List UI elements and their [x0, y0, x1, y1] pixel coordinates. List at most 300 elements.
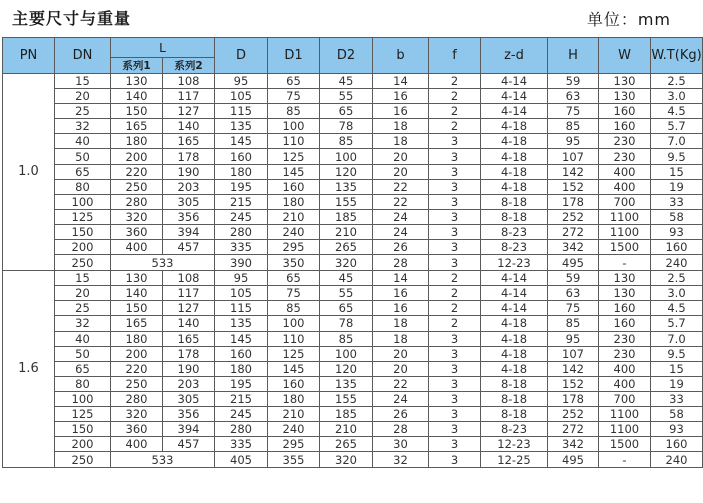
table-row [3, 209, 703, 224]
cell-l2: 457 [163, 437, 215, 452]
cell-wt: 5.7 [651, 316, 703, 331]
cell-h: 59 [548, 74, 599, 89]
unit-label: 单位：mm [586, 10, 671, 29]
header-d1: D1 [268, 38, 320, 74]
cell-d1: 85 [268, 301, 320, 316]
cell-f: 3 [429, 437, 481, 452]
cell-d1: 145 [268, 361, 320, 376]
cell-wt: 9.5 [651, 346, 703, 361]
cell-b: 18 [373, 331, 429, 346]
cell-d1: 240 [268, 422, 320, 437]
cell-wt: 9.5 [651, 149, 703, 164]
table-title: 主要尺寸与重量 [12, 9, 132, 28]
cell-w: 1500 [599, 240, 651, 255]
header-pn: PN [3, 38, 55, 74]
cell-dn: 50 [55, 346, 111, 361]
cell-d: 105 [215, 286, 268, 301]
cell-d2: 55 [320, 89, 373, 104]
cell-dn: 25 [55, 104, 111, 119]
cell-f: 2 [429, 301, 481, 316]
cell-wt: 160 [651, 240, 703, 255]
cell-d: 95 [215, 74, 268, 89]
cell-d2: 265 [320, 437, 373, 452]
table-row [3, 224, 703, 239]
cell-f: 3 [429, 149, 481, 164]
cell-b: 20 [373, 361, 429, 376]
cell-l2: 190 [163, 164, 215, 179]
cell-l1: 400 [111, 240, 163, 255]
table-row [3, 119, 703, 134]
header-l: L [111, 38, 215, 58]
cell-l2: 190 [163, 361, 215, 376]
cell-b: 18 [373, 316, 429, 331]
cell-w: 230 [599, 331, 651, 346]
cell-w: 1100 [599, 224, 651, 239]
cell-l2: 178 [163, 346, 215, 361]
cell-d1: 125 [268, 346, 320, 361]
cell-d2: 65 [320, 301, 373, 316]
cell-w: - [599, 452, 651, 468]
cell-w: 700 [599, 391, 651, 406]
cell-d2: 155 [320, 194, 373, 209]
cell-wt: 15 [651, 164, 703, 179]
cell-l2: 356 [163, 209, 215, 224]
cell-w: 700 [599, 194, 651, 209]
cell-dn: 125 [55, 209, 111, 224]
cell-w: - [599, 255, 651, 271]
cell-h: 95 [548, 331, 599, 346]
cell-w: 130 [599, 271, 651, 286]
cell-l1: 140 [111, 286, 163, 301]
cell-wt: 33 [651, 194, 703, 209]
header-b: b [373, 38, 429, 74]
cell-zd: 8-18 [481, 194, 548, 209]
cell-w: 130 [599, 74, 651, 89]
cell-f: 3 [429, 346, 481, 361]
cell-d2: 85 [320, 331, 373, 346]
cell-b: 16 [373, 89, 429, 104]
cell-d1: 110 [268, 134, 320, 149]
header-d: D [215, 38, 268, 74]
cell-l2: 305 [163, 391, 215, 406]
header-f: f [429, 38, 481, 74]
table-row [3, 149, 703, 164]
cell-zd: 4-18 [481, 164, 548, 179]
cell-pn: 1.0 [3, 74, 55, 271]
cell-b: 24 [373, 224, 429, 239]
cell-w: 400 [599, 361, 651, 376]
cell-dn: 32 [55, 316, 111, 331]
cell-dn: 250 [55, 255, 111, 271]
cell-b: 26 [373, 240, 429, 255]
cell-zd: 4-14 [481, 89, 548, 104]
header-l-series1: 系列1 [111, 58, 163, 74]
cell-wt: 7.0 [651, 331, 703, 346]
cell-d2: 210 [320, 224, 373, 239]
table-row [3, 301, 703, 316]
cell-b: 22 [373, 194, 429, 209]
cell-d: 195 [215, 376, 268, 391]
cell-l1: 130 [111, 271, 163, 286]
cell-d: 180 [215, 361, 268, 376]
cell-zd: 4-14 [481, 104, 548, 119]
table-row [3, 406, 703, 421]
cell-l2: 117 [163, 89, 215, 104]
cell-l2: 117 [163, 286, 215, 301]
cell-l1: 280 [111, 391, 163, 406]
cell-dn: 200 [55, 240, 111, 255]
cell-d: 215 [215, 391, 268, 406]
cell-wt: 2.5 [651, 271, 703, 286]
cell-d2: 45 [320, 271, 373, 286]
cell-d: 390 [215, 255, 268, 271]
cell-d1: 100 [268, 119, 320, 134]
cell-dn: 20 [55, 286, 111, 301]
cell-dn: 65 [55, 361, 111, 376]
cell-b: 28 [373, 422, 429, 437]
cell-l2: 127 [163, 301, 215, 316]
cell-dn: 80 [55, 179, 111, 194]
cell-l1: 280 [111, 194, 163, 209]
cell-f: 3 [429, 134, 481, 149]
cell-zd: 8-18 [481, 391, 548, 406]
header-dn: DN [55, 38, 111, 74]
cell-l1: 180 [111, 331, 163, 346]
cell-dn: 50 [55, 149, 111, 164]
cell-l1: 320 [111, 406, 163, 421]
cell-d: 280 [215, 224, 268, 239]
cell-b: 14 [373, 271, 429, 286]
cell-l2: 127 [163, 104, 215, 119]
header-l-series2: 系列2 [163, 58, 215, 74]
cell-b: 28 [373, 255, 429, 271]
cell-d: 115 [215, 301, 268, 316]
cell-d2: 85 [320, 134, 373, 149]
cell-f: 3 [429, 452, 481, 468]
cell-h: 342 [548, 437, 599, 452]
cell-b: 32 [373, 452, 429, 468]
cell-l: 533 [111, 255, 215, 271]
cell-l1: 250 [111, 179, 163, 194]
cell-zd: 8-23 [481, 224, 548, 239]
cell-wt: 5.7 [651, 119, 703, 134]
cell-d: 335 [215, 437, 268, 452]
cell-h: 178 [548, 194, 599, 209]
table-row [3, 346, 703, 361]
cell-d: 245 [215, 406, 268, 421]
cell-l2: 394 [163, 224, 215, 239]
cell-h: 85 [548, 119, 599, 134]
cell-zd: 4-18 [481, 134, 548, 149]
cell-zd: 12-25 [481, 452, 548, 468]
cell-b: 22 [373, 179, 429, 194]
table-row [3, 179, 703, 194]
cell-d2: 265 [320, 240, 373, 255]
cell-d2: 185 [320, 209, 373, 224]
cell-zd: 12-23 [481, 437, 548, 452]
cell-w: 1100 [599, 406, 651, 421]
cell-d2: 155 [320, 391, 373, 406]
cell-l1: 250 [111, 376, 163, 391]
cell-d1: 210 [268, 209, 320, 224]
cell-d1: 160 [268, 179, 320, 194]
cell-d2: 78 [320, 119, 373, 134]
cell-h: 252 [548, 406, 599, 421]
cell-l2: 140 [163, 119, 215, 134]
cell-dn: 150 [55, 422, 111, 437]
cell-d1: 210 [268, 406, 320, 421]
cell-zd: 4-18 [481, 346, 548, 361]
cell-h: 107 [548, 149, 599, 164]
cell-f: 2 [429, 74, 481, 89]
cell-w: 230 [599, 149, 651, 164]
cell-h: 142 [548, 361, 599, 376]
cell-d: 135 [215, 119, 268, 134]
cell-f: 3 [429, 255, 481, 271]
cell-dn: 200 [55, 437, 111, 452]
cell-dn: 20 [55, 89, 111, 104]
cell-l2: 178 [163, 149, 215, 164]
cell-wt: 4.5 [651, 104, 703, 119]
header-wt: W.T(Kg) [651, 38, 703, 74]
table-row [3, 271, 703, 286]
table-row [3, 240, 703, 255]
cell-f: 3 [429, 391, 481, 406]
cell-l2: 356 [163, 406, 215, 421]
cell-d1: 295 [268, 240, 320, 255]
header-zd: z-d [481, 38, 548, 74]
table-row [3, 255, 703, 271]
cell-d1: 180 [268, 391, 320, 406]
cell-zd: 4-18 [481, 331, 548, 346]
table-row [3, 376, 703, 391]
cell-d2: 185 [320, 406, 373, 421]
cell-w: 160 [599, 316, 651, 331]
cell-zd: 4-14 [481, 286, 548, 301]
cell-dn: 65 [55, 164, 111, 179]
cell-f: 3 [429, 224, 481, 239]
cell-d: 115 [215, 104, 268, 119]
cell-w: 1100 [599, 422, 651, 437]
header-d2: D2 [320, 38, 373, 74]
table-row [3, 437, 703, 452]
cell-d2: 78 [320, 316, 373, 331]
cell-f: 2 [429, 316, 481, 331]
cell-l2: 203 [163, 179, 215, 194]
cell-d2: 135 [320, 179, 373, 194]
cell-d2: 65 [320, 104, 373, 119]
cell-wt: 33 [651, 391, 703, 406]
cell-l1: 220 [111, 164, 163, 179]
cell-w: 1500 [599, 437, 651, 452]
cell-b: 22 [373, 376, 429, 391]
cell-w: 160 [599, 301, 651, 316]
cell-b: 18 [373, 134, 429, 149]
cell-w: 400 [599, 179, 651, 194]
cell-dn: 25 [55, 301, 111, 316]
table-row [3, 316, 703, 331]
table-row [3, 361, 703, 376]
cell-zd: 4-18 [481, 119, 548, 134]
cell-d1: 65 [268, 74, 320, 89]
dimension-table [2, 37, 703, 468]
cell-zd: 8-18 [481, 406, 548, 421]
cell-l1: 165 [111, 119, 163, 134]
cell-w: 230 [599, 346, 651, 361]
cell-l1: 360 [111, 422, 163, 437]
cell-h: 107 [548, 346, 599, 361]
cell-b: 16 [373, 104, 429, 119]
cell-d: 335 [215, 240, 268, 255]
cell-l: 533 [111, 452, 215, 468]
cell-l2: 394 [163, 422, 215, 437]
table-body [3, 74, 703, 468]
table-row [3, 391, 703, 406]
cell-h: 63 [548, 286, 599, 301]
cell-d1: 240 [268, 224, 320, 239]
cell-f: 2 [429, 104, 481, 119]
cell-dn: 100 [55, 194, 111, 209]
cell-zd: 4-18 [481, 149, 548, 164]
cell-dn: 80 [55, 376, 111, 391]
cell-b: 16 [373, 286, 429, 301]
cell-d1: 100 [268, 316, 320, 331]
cell-l1: 130 [111, 74, 163, 89]
table-row [3, 452, 703, 468]
cell-f: 2 [429, 89, 481, 104]
table-header [3, 38, 703, 74]
cell-d2: 120 [320, 361, 373, 376]
cell-h: 59 [548, 271, 599, 286]
cell-b: 20 [373, 149, 429, 164]
cell-d: 105 [215, 89, 268, 104]
table-row [3, 331, 703, 346]
cell-h: 63 [548, 89, 599, 104]
table-row [3, 74, 703, 89]
cell-b: 18 [373, 119, 429, 134]
cell-d: 195 [215, 179, 268, 194]
cell-d: 245 [215, 209, 268, 224]
cell-wt: 19 [651, 179, 703, 194]
cell-d1: 75 [268, 286, 320, 301]
cell-zd: 4-18 [481, 316, 548, 331]
cell-h: 495 [548, 255, 599, 271]
cell-f: 3 [429, 194, 481, 209]
cell-d1: 355 [268, 452, 320, 468]
cell-zd: 8-18 [481, 209, 548, 224]
cell-d: 405 [215, 452, 268, 468]
cell-h: 85 [548, 316, 599, 331]
cell-l1: 200 [111, 149, 163, 164]
cell-f: 3 [429, 361, 481, 376]
cell-l2: 165 [163, 134, 215, 149]
cell-d2: 100 [320, 346, 373, 361]
cell-dn: 40 [55, 331, 111, 346]
cell-d: 215 [215, 194, 268, 209]
cell-zd: 8-18 [481, 376, 548, 391]
cell-wt: 19 [651, 376, 703, 391]
cell-w: 130 [599, 89, 651, 104]
cell-d2: 320 [320, 452, 373, 468]
cell-f: 3 [429, 331, 481, 346]
cell-b: 24 [373, 209, 429, 224]
cell-h: 95 [548, 134, 599, 149]
cell-dn: 150 [55, 224, 111, 239]
cell-b: 20 [373, 346, 429, 361]
cell-d: 160 [215, 346, 268, 361]
cell-d: 135 [215, 316, 268, 331]
cell-b: 24 [373, 391, 429, 406]
cell-w: 160 [599, 119, 651, 134]
table-row [3, 286, 703, 301]
cell-f: 2 [429, 271, 481, 286]
cell-wt: 15 [651, 361, 703, 376]
cell-l1: 180 [111, 134, 163, 149]
cell-zd: 4-18 [481, 361, 548, 376]
cell-l1: 400 [111, 437, 163, 452]
cell-d: 160 [215, 149, 268, 164]
table-row [3, 134, 703, 149]
cell-l1: 165 [111, 316, 163, 331]
cell-zd: 8-23 [481, 422, 548, 437]
cell-wt: 160 [651, 437, 703, 452]
cell-f: 3 [429, 164, 481, 179]
cell-d1: 125 [268, 149, 320, 164]
cell-w: 130 [599, 286, 651, 301]
cell-d: 145 [215, 134, 268, 149]
table-row [3, 194, 703, 209]
cell-wt: 2.5 [651, 74, 703, 89]
table-row [3, 89, 703, 104]
table-row [3, 422, 703, 437]
cell-b: 16 [373, 301, 429, 316]
cell-zd: 4-14 [481, 74, 548, 89]
cell-l2: 305 [163, 194, 215, 209]
cell-wt: 240 [651, 255, 703, 271]
cell-f: 3 [429, 406, 481, 421]
cell-dn: 40 [55, 134, 111, 149]
cell-w: 230 [599, 134, 651, 149]
cell-l2: 165 [163, 331, 215, 346]
cell-d: 280 [215, 422, 268, 437]
cell-l2: 108 [163, 271, 215, 286]
cell-h: 272 [548, 422, 599, 437]
table-row [3, 164, 703, 179]
cell-d2: 135 [320, 376, 373, 391]
cell-b: 26 [373, 406, 429, 421]
cell-f: 3 [429, 179, 481, 194]
cell-h: 178 [548, 391, 599, 406]
cell-h: 152 [548, 376, 599, 391]
table-row [3, 104, 703, 119]
cell-dn: 32 [55, 119, 111, 134]
cell-dn: 100 [55, 391, 111, 406]
cell-f: 3 [429, 240, 481, 255]
cell-f: 2 [429, 286, 481, 301]
cell-h: 75 [548, 104, 599, 119]
cell-pn: 1.6 [3, 271, 55, 468]
cell-d1: 160 [268, 376, 320, 391]
cell-d2: 45 [320, 74, 373, 89]
cell-b: 14 [373, 74, 429, 89]
cell-wt: 58 [651, 406, 703, 421]
cell-l1: 140 [111, 89, 163, 104]
cell-d2: 100 [320, 149, 373, 164]
cell-wt: 93 [651, 224, 703, 239]
cell-h: 342 [548, 240, 599, 255]
cell-d2: 55 [320, 286, 373, 301]
cell-d1: 350 [268, 255, 320, 271]
